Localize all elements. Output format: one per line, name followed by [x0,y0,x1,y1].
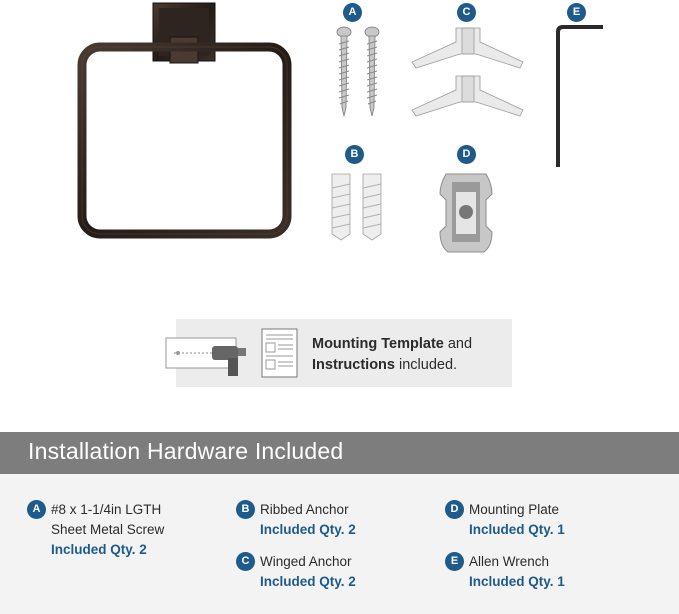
instructions-document-icon [260,327,300,379]
item-a-line2: Sheet Metal Screw [51,522,165,537]
drill-template-icon [164,328,254,380]
item-d-badge: D [445,500,464,519]
hardware-item-d [450,500,565,540]
hardware-item-b [241,500,356,540]
item-b-line1: Ribbed Anchor [260,502,349,517]
banner-title: Installation Hardware Included [28,438,344,464]
template-note-bold-1: Mounting Template [312,336,444,352]
item-c-line1: Winged Anchor [260,554,352,569]
item-a-qty: Included Qty. 2 [51,542,147,557]
item-b-badge: B [236,500,255,519]
item-a-badge: A [27,500,46,519]
template-note-text-2: included. [394,357,458,373]
item-d-line1: Mounting Plate [469,502,560,517]
label-d-badge: D [457,145,476,164]
item-d-qty: Included Qty. 1 [469,522,565,537]
allen-wrench-icon [548,22,608,172]
mounting-plate-icon [434,170,498,256]
item-b-qty: Included Qty. 2 [260,522,356,537]
item-e-badge: E [445,552,464,571]
item-c-qty: Included Qty. 2 [260,574,356,589]
winged-anchor-icon [408,24,528,120]
template-note-bold-2: Instructions [312,357,395,373]
label-e-badge: E [567,3,586,22]
item-c-badge: C [236,552,255,571]
hardware-item-c [241,552,356,592]
template-note [312,334,507,376]
screw-icon [328,24,388,120]
towel-ring-image [70,0,300,240]
ribbed-anchor-icon [325,170,390,242]
label-b-badge: B [345,145,364,164]
item-e-qty: Included Qty. 1 [469,574,565,589]
hardware-item-a [32,500,165,560]
template-note-text-1: and [443,336,473,352]
hardware-item-e [450,552,565,592]
label-c-badge: C [457,3,476,22]
item-a-line1: #8 x 1-1/4in LGTH [51,502,162,517]
label-a-badge: A [343,3,362,22]
item-e-line1: Allen Wrench [469,554,550,569]
